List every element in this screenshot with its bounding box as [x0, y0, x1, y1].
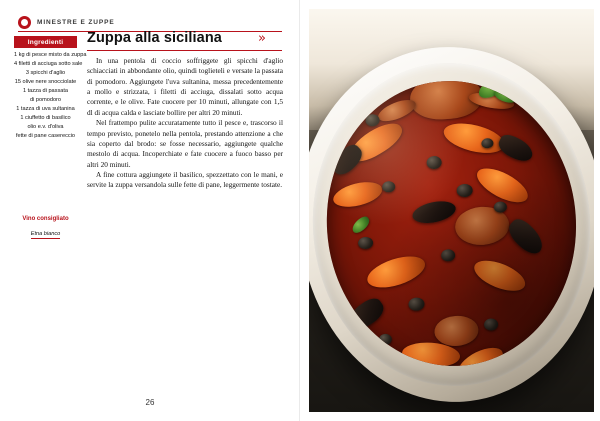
recipe-photo — [309, 9, 594, 412]
prawn — [331, 178, 385, 211]
chapter-bullet-icon — [18, 16, 31, 29]
list-item: 1 tazza di passata — [22, 88, 69, 95]
page-title: Zuppa alla siciliana — [87, 30, 222, 46]
list-item: olio e.v. d'oliva — [27, 124, 64, 131]
list-item: fette di pane casereccio — [15, 133, 76, 140]
ingredients-list — [14, 48, 87, 141]
mussel — [344, 294, 388, 333]
black-olive — [441, 249, 456, 262]
black-olive — [378, 333, 392, 345]
mussel — [504, 215, 548, 259]
wine-suggestion — [14, 216, 77, 240]
next-page-arrows-icon: » — [258, 31, 264, 46]
octopus-tentacle — [454, 205, 511, 247]
basil-leaf — [476, 74, 510, 101]
list-item: 1 tazza di uva sultanina — [16, 106, 75, 113]
serving-platter — [309, 37, 594, 412]
running-head — [18, 16, 115, 29]
recipe-body — [87, 56, 283, 191]
fish-soup — [317, 73, 585, 375]
basil-leaf — [350, 214, 372, 235]
running-head-label: MINESTRE E ZUPPE — [37, 19, 115, 26]
black-olive — [408, 297, 425, 311]
mussel — [328, 141, 366, 179]
prawn — [441, 118, 507, 158]
basil-leaf — [493, 85, 520, 106]
list-item: 3 spicchi d'aglio — [25, 70, 66, 77]
black-olive — [365, 114, 380, 127]
right-page — [300, 0, 600, 421]
prawn — [470, 255, 529, 297]
black-olive — [358, 237, 374, 250]
prawn — [401, 341, 461, 369]
octopus-tentacle — [433, 314, 479, 347]
paragraph: A fine cottura aggiungete il basilico, spezzettato con le mani, e servite la zuppa versandola sulle fette di pane, leggermente tostate. — [87, 169, 283, 190]
prawn — [345, 117, 407, 168]
paragraph: Nel frattempo pulite accuratamente tutto il pesce e, trascorso il tempo previsto, ponetelo nella pentola, prestando attenzione a che sia coperto dal brodo: se fosse necessario, aggiungete qualche mestolo di acqua. Incoperchiate e fate cuocere a fuoco basso per altri 20 minuti. — [87, 118, 283, 169]
prawn — [364, 250, 429, 293]
wine-label: Vino consigliato — [22, 216, 69, 222]
ingredients-heading: Ingredienti — [14, 36, 77, 48]
octopus-tentacle — [375, 96, 418, 126]
black-olive — [456, 183, 473, 197]
prawn — [472, 162, 533, 209]
black-olive — [494, 201, 508, 213]
paragraph: In una pentola di coccio soffriggete gli spicchi d'aglio schiacciati in abbondante olio, quindi toglieteli e versate la passata di pomodoro. Aggiungete l'uva sultanina, messa precedentemente a mollo e strizzata, i filetti di acciuga, dissalati sotto acqua corrente, e le olive. Fate cuocere per 10 minuti, allungate con 1,5 dl di acqua calda e lasciate bollire per altri 20 minuti. — [87, 56, 283, 117]
list-item: 4 filetti di acciuga sotto sale — [14, 61, 83, 68]
octopus-tentacle — [468, 90, 516, 112]
list-item: 15 olive nere snocciolate — [14, 79, 77, 86]
mussel — [495, 131, 536, 165]
list-item: 1 kg di pesce misto da zuppa — [14, 52, 87, 58]
black-olive — [481, 138, 494, 149]
page-number: 26 — [145, 398, 155, 407]
list-item: 1 ciuffetto di basilico — [20, 115, 71, 122]
title-rule — [87, 50, 282, 51]
black-olive — [426, 156, 442, 170]
wine-name: Etna bianco — [30, 231, 61, 237]
black-olive — [484, 318, 499, 331]
mussel — [411, 198, 458, 227]
list-item: di pomodoro — [29, 97, 62, 104]
black-olive — [382, 181, 396, 193]
ingredients-box — [14, 36, 87, 141]
